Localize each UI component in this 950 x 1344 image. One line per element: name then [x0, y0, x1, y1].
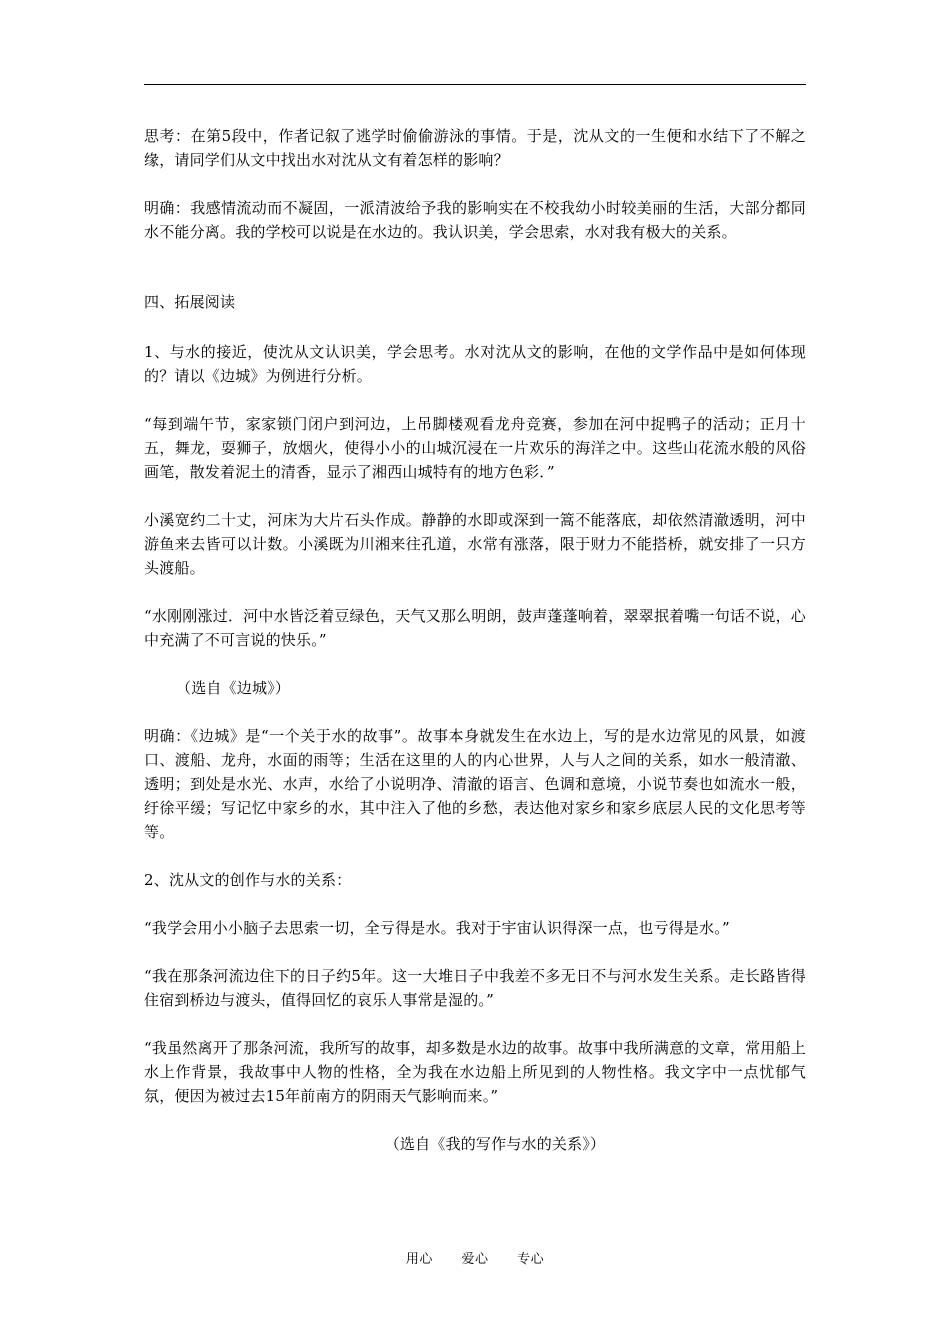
source-border-town: （选自《边城》） — [176, 679, 291, 697]
question-1: 1、与水的接近，使沈从文认识美，学会思考。水对沈从文的影响，在他的文学作品中是如何体现的？请以《边城》为例进行分析。 — [144, 343, 806, 385]
footer-word-3: 专心 — [517, 1252, 545, 1267]
quote-water-rose: “水刚刚涨过．河中水皆泛着豆绿色，天气又那么明朗，鼓声蓬蓬响着，翠翠抿着嘴一句话不说，心中充满了不可言说的快乐。” — [144, 607, 806, 649]
quote-stream: 小溪宽约二十丈，河床为大片石头作成。静静的水即或深到一篙不能落底，却依然清澈透明，河中游鱼来去皆可以计数。小溪既为川湘来往孔道，水常有涨落，限于财力不能搭桥，就安排了一只方头渡船。 — [144, 511, 806, 577]
document-body — [144, 124, 806, 1180]
footer-word-1: 用心 — [405, 1252, 433, 1267]
quote-five-years: “我在那条河流边住下的日子约5年。这一大堆日子中我差不多无日不与河水发生关系。走长路皆得住宿到桥边与渡头，值得回忆的哀乐人事常是湿的。” — [144, 967, 806, 1009]
clarify-answer-2: 明确：《边城》是“一个关于水的故事”。故事本身就发生在水边上，写的是水边常见的风景，如渡口、渡船、龙舟，水面的雨等；生活在这里的人的内心世界，人与人之间的关系，如水一般清澈、透明；到处是水光、水声，水给了小说明净、清澈的语言、色调和意境，小说节奏也如流水一般，纡徐平缓；写记忆中家乡的水，其中注入了他的乡愁，表达他对家乡和家乡底层人民的文化思考等等。 — [144, 727, 806, 841]
quote-dragon-boat: “每到端午节，家家锁门闭户到河边，上吊脚楼观看龙舟竞赛，参加在河中捉鸭子的活动；正月十五，舞龙，耍狮子，放烟火，使得小小的山城沉浸在一片欢乐的海洋之中。这些山花流水般的风俗画笔，散发着泥土的清香，显示了湘西山城特有的地方色彩．” — [144, 415, 806, 481]
page-footer — [0, 1248, 950, 1267]
footer-word-2: 爱心 — [461, 1252, 489, 1267]
think-question: 思考：在第5段中，作者记叙了逃学时偷偷游泳的事情。于是，沈从文的一生便和水结下了不解之缘，请同学们从文中找出水对沈从文有着怎样的影响？ — [144, 127, 806, 169]
clarify-answer-1: 明确：我感情流动而不凝固，一派清波给予我的影响实在不校我幼小时较美丽的生活，大部分都同水不能分离。我的学校可以说是在水边的。我认识美，学会思索，水对我有极大的关系。 — [144, 199, 806, 241]
source-writing-and-water: （选自《我的写作与水的关系》） — [384, 1135, 606, 1153]
quote-think-everything: “我学会用小小脑子去思索一切，全亏得是水。我对于宇宙认识得深一点，也亏得是水。” — [144, 919, 730, 937]
header-rule — [144, 84, 806, 85]
section-heading-extended-reading: 四、拓展阅读 — [144, 293, 236, 311]
quote-waterside-stories: “我虽然离开了那条河流，我所写的故事，却多数是水边的故事。故事中我所满意的文章，常用船上水上作背景，我故事中人物的性格，全为我在水边船上所见到的人物性格。我文字中一点忧郁气氛，便因为被过去15年前南方的阴雨天气影响而来。” — [144, 1039, 806, 1105]
question-2: 2、沈从文的创作与水的关系： — [144, 871, 352, 889]
